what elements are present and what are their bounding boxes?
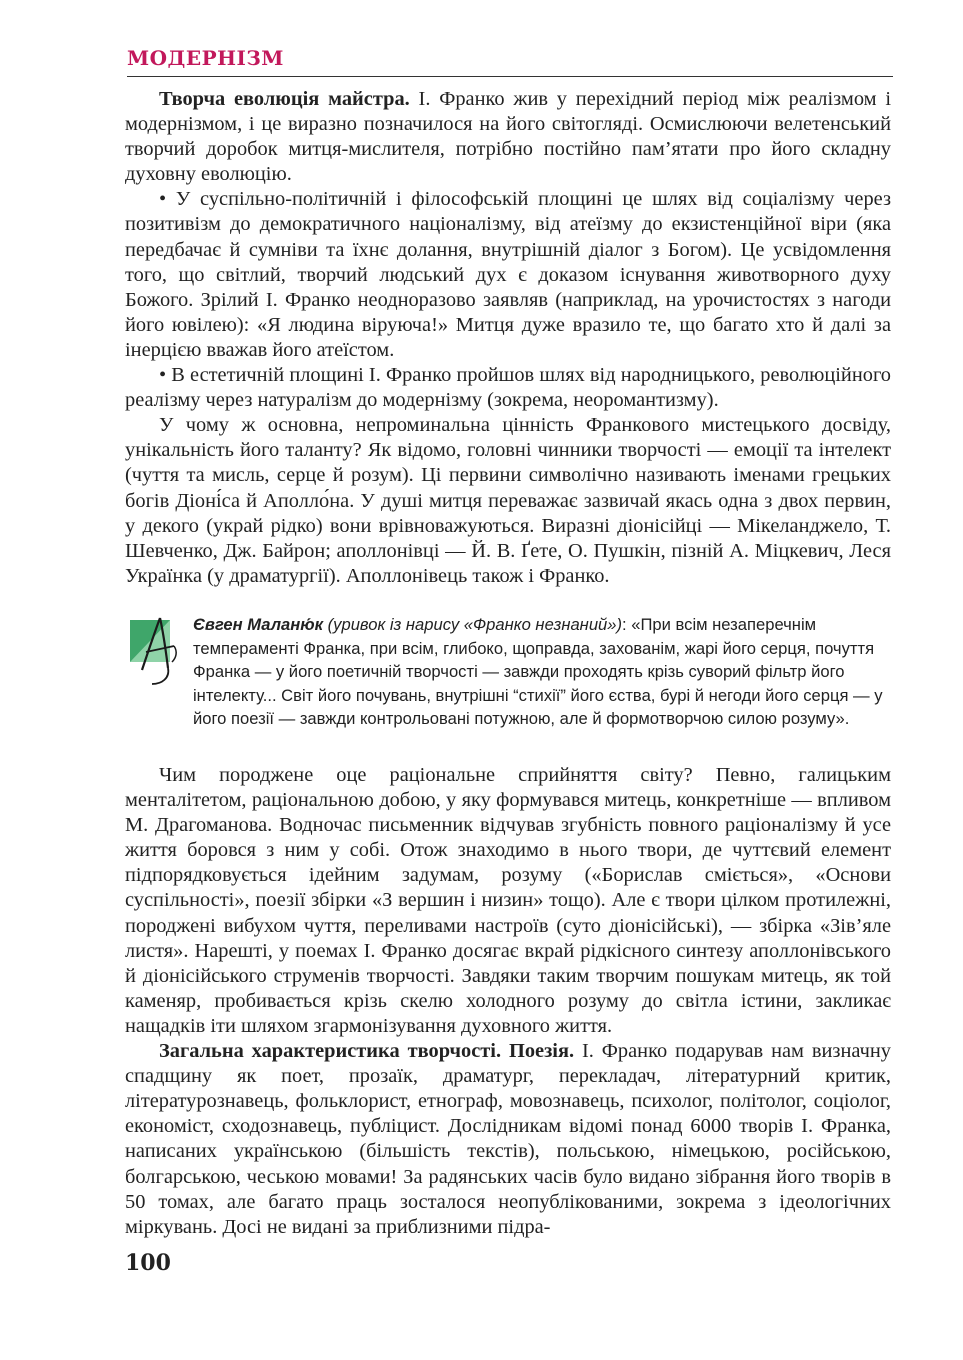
- quote-block: [193, 613, 893, 731]
- running-head: МОДЕРНІЗМ: [127, 46, 284, 70]
- quote-author: Євген Маланю́к: [193, 615, 324, 634]
- quote-text: : «При всім незаперечнім темпераменті Франка, при всім, глибоко, щоправда, захованім, жарі його серця, почуття Франка — у його поетичній творчості — завжди проходять крізь суворий фільтр його інтелекту... Світ його почувань, внутрішні “стихії” його єства, бурі й негоди його серця — у його поезії — завжди контрольовані потужною, але й формотворчою силою розуму».: [193, 615, 883, 729]
- header-rule: [127, 76, 893, 77]
- quote-author-icon: [128, 612, 180, 686]
- paragraph-text: І. Франко жив у перехідний період між реалізмом і модернізмом, і це виразно позначилося на його світогляді. Осмислюючи велетенський творчий доробок митця-мислителя, потрібно постійно пам’ятати про його складну духовну еволюцію.: [125, 88, 891, 186]
- paragraph-bullet-aesthetics: • В естетичній площині І. Франко пройшов шлях від народницького, революційного реалізму через натуралізм до модернізму (зокрема, неоромантизму).: [125, 364, 891, 412]
- paragraph-creative-evolution: [125, 87, 891, 187]
- quote-source: (уривок із нарису «Франко незнаний»): [323, 615, 623, 634]
- paragraph-value: У чому ж основна, непроминальна цінність Франкового мистецького досвіду, унікальність його таланту? Як відомо, головні чинники творчості — емоції та інтелект (чуття та мисль, серце й розум). Ці первини символічно називають іменами грецьких богів Діоні́са й Аполло́на. У душі митця переважає зазвичай якась одна з двох первин, у декого (украй рідко) вони врівноважуються. Виразні діонісійці — Мікеланджело, Т. Шевченко, Дж. Байрон; аполлонівці — Й. В. Ґете, О. Пушкін, пізній А. Міцкевич, Леся Українка (у драматургії). Аполлонівець також і Франко.: [125, 414, 891, 587]
- paragraph-bullet-philosophy: • У суспільно-політичній і філософській площині це шлях від соціалізму через позитивізм до демократичного націоналізму, від атеїзму до екзистенційної віри (яка передбачає й сумніви та їхнє долання, внутрішній діалог з Богом). Це усвідомлення того, що світлий, творчий людський дух є доказом існування животворного духу Божого. Зрілий І. Франко неодноразово заявляв (наприклад, на урочистостях з нагоди його ювілею): «Я людина віруюча!» Митця дуже вразило те, що багато хто й далі за інерцією вважав його атеїстом.: [125, 188, 891, 361]
- paragraph-lead: Творча еволюція майстра.: [159, 88, 410, 110]
- paragraph-text: І. Франко подарував нам визначну спадщину як поет, прозаїк, драматург, перекладач, літературний критик, літературознавець, фольклорист, етнограф, мовознавець, психолог, політолог, соціолог, економіст, сходознавець, публіцист. Дослідникам відомі понад 6000 творів І. Франка, написаних українською (більшість текстів), польською, німецькою, російською, болгарською, чеською мовами! За радянських часів було видано зібрання його творів в 50 томах, але багато праць зосталося неопублікованими, зокрема з ідеологічних міркувань. Досі не видані за приблизними підра-: [125, 1040, 891, 1238]
- paragraph-rationality: Чим породжене оце раціональне сприйняття світу? Певно, галицьким менталітетом, раціональною добою, у яку формувався митець, конкретніше — впливом М. Драгоманова. Водночас письменник відчував згубність повного раціоналізму й усе життя боровся з ним у собі. Отож знаходимо в нього твори, де чуттєвий елемент підпорядковується ідейним задумам, розуму («Борислав сміється», «Основи суспільності», поезії збірки «З вершин і низин» тощо). Але є твори цілком протилежні, породжені вибухом чуття, переливами настроїв (суто діонісійські), — збірка «Зів’яле листя». Нарешті, у поемах І. Франко досягає вкрай рідкісного синтезу аполлонівського й діонісійського струменів творчості. Завдяки таким творчим пошукам митець, як той каменяр, пробивається крізь скелю холодного розуму до світла істини, закликає нащадків іти шляхом згармонізування духовного життя.: [125, 764, 891, 1037]
- paragraph-general-characteristics: [125, 1039, 891, 1240]
- page-number: 100: [125, 1250, 171, 1276]
- text-block-top: [125, 87, 891, 589]
- paragraph-lead: Загальна характеристика творчості. Поезія.: [159, 1040, 575, 1063]
- text-block-bottom: [125, 763, 891, 1240]
